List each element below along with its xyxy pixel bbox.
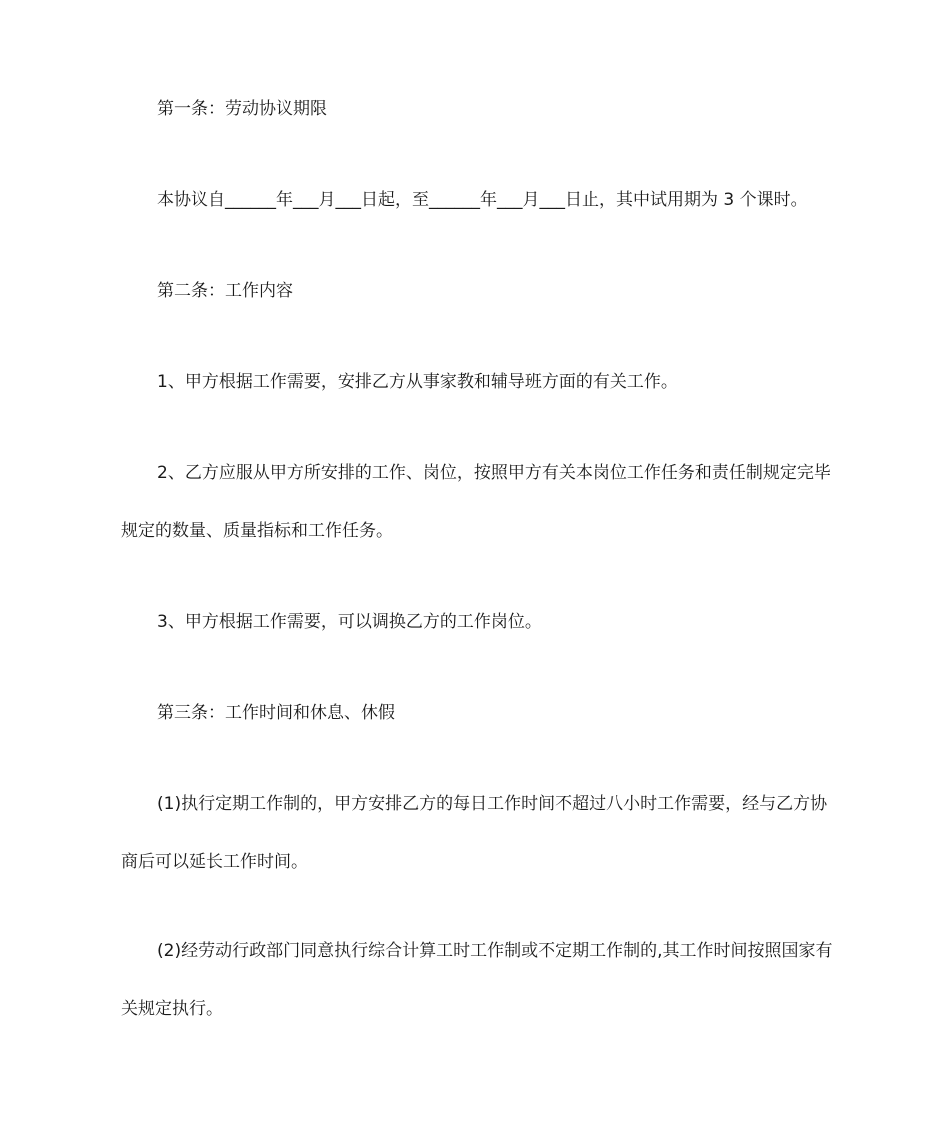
article-1-heading: 第一条：劳动协议期限 <box>157 99 327 119</box>
article-1-term-paragraph: 本协议自______年___月___日起，至______年___月___日止，其中试用期为 3 个课时。 <box>157 190 808 210</box>
article-3-item-2: (2)经劳动行政部门同意执行综合计算工时工作制或不定期工作制的,其工作时间按照国家有关规定执行。 <box>121 941 833 1019</box>
article-2-item-1: 1、甲方根据工作需要，安排乙方从事家教和辅导班方面的有关工作。 <box>157 372 678 392</box>
article-2-heading: 第二条：工作内容 <box>157 281 293 301</box>
article-3-heading: 第三条：工作时间和休息、休假 <box>157 703 395 723</box>
article-3-item-1: (1)执行定期工作制的，甲方安排乙方的每日工作时间不超过八小时工作需要，经与乙方协商后可以延长工作时间。 <box>121 794 828 872</box>
article-2-item-2: 2、乙方应服从甲方所安排的工作、岗位，按照甲方有关本岗位工作任务和责任制规定完毕规定的数量、质量指标和工作任务。 <box>121 463 831 541</box>
article-2-item-3: 3、甲方根据工作需要，可以调换乙方的工作岗位。 <box>157 612 542 632</box>
